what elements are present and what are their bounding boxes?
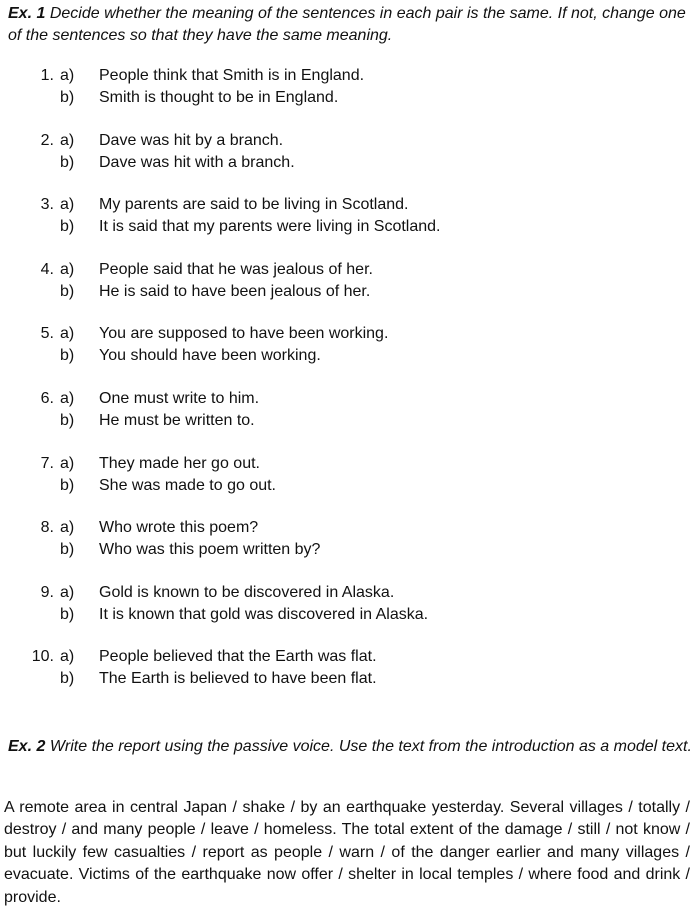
option-letter: a)	[60, 260, 75, 278]
option-letter: b)	[60, 153, 75, 171]
sentence-text: He must be written to.	[99, 411, 255, 429]
sentence-line-b	[0, 668, 699, 690]
sentence-line-b	[0, 410, 699, 432]
sentence-line-b	[0, 152, 699, 174]
item-number: 9.	[40, 583, 54, 601]
option-letter: b)	[60, 411, 75, 429]
sentence-line-b	[0, 216, 699, 238]
option-letter: b)	[60, 89, 75, 106]
item-number: 8.	[40, 519, 54, 537]
option-letter: b)	[60, 347, 75, 365]
option-letter: a)	[60, 648, 75, 666]
item-number: 7.	[40, 454, 54, 472]
option-letter: a)	[60, 519, 75, 537]
exercise-1-heading	[8, 3, 692, 47]
sentence-text: One must write to him.	[99, 389, 260, 407]
option-letter: b)	[60, 476, 75, 494]
sentence-text: Dave was hit with a branch.	[99, 153, 295, 171]
sentence-text: My parents are said to be living in Scotland.	[99, 196, 409, 214]
option-letter: a)	[60, 583, 75, 601]
sentence-text: It is said that my parents were living in Scotland.	[99, 218, 441, 236]
sentence-line-a	[0, 646, 699, 668]
sentence-line-a	[0, 323, 699, 345]
sentence-text: Who was this poem written by?	[99, 541, 321, 559]
option-letter: a)	[60, 389, 75, 407]
item-number: 3.	[40, 196, 54, 214]
sentence-line-a	[0, 194, 699, 216]
sentence-text: You are supposed to have been working.	[99, 325, 389, 343]
exercise-2-heading	[8, 736, 692, 758]
option-letter: b)	[60, 541, 75, 559]
sentence-text: It is known that gold was discovered in Alaska.	[99, 605, 429, 623]
option-letter: b)	[60, 218, 75, 236]
sentence-pairs-list	[0, 65, 699, 711]
sentence-line-b	[0, 604, 699, 626]
sentence-text: You should have been working.	[99, 347, 321, 365]
sentence-text: She was made to go out.	[99, 476, 276, 494]
sentence-text: Dave was hit by a branch.	[99, 131, 284, 149]
sentence-pair	[0, 130, 699, 195]
option-letter: a)	[60, 67, 75, 84]
sentence-text: People said that he was jealous of her.	[99, 260, 373, 278]
sentence-line-b	[0, 87, 699, 109]
report-prompt-text: A remote area in central Japan / shake / by an earthquake yesterday. Several villages / totally / destroy / and many people / leave / homeless. The total extent of the damage / still / not know / but luckily few casualties / report as people / warn / of the danger earlier and many villages / evacuate. Victims of the earthquake now offer / shelter in local temples / where food and drink / provide.	[4, 799, 690, 906]
sentence-line-a	[0, 517, 699, 539]
option-letter: b)	[60, 670, 75, 688]
item-number: 5.	[40, 325, 54, 343]
sentence-pair	[0, 194, 699, 259]
sentence-line-b	[0, 281, 699, 303]
sentence-text: Who wrote this poem?	[99, 519, 259, 537]
sentence-pair	[0, 582, 699, 647]
option-letter: b)	[60, 605, 75, 623]
sentence-line-a	[0, 582, 699, 604]
option-letter: a)	[60, 325, 75, 343]
sentence-line-a	[0, 388, 699, 410]
sentence-pair	[0, 646, 699, 711]
exercise-2-instruction: Write the report using the passive voice. Use the text from the introduction as a model text.	[49, 738, 692, 755]
sentence-line-a	[0, 259, 699, 281]
sentence-text: People think that Smith is in England.	[99, 67, 365, 84]
item-number: 4.	[40, 260, 54, 278]
sentence-line-b	[0, 539, 699, 561]
item-number: 1.	[40, 67, 54, 84]
sentence-line-a	[0, 130, 699, 152]
option-letter: a)	[60, 131, 75, 149]
exercise-1-label: Ex. 1	[8, 5, 46, 22]
item-number: 6.	[40, 389, 54, 407]
sentence-text: He is said to have been jealous of her.	[99, 282, 371, 300]
sentence-pair	[0, 65, 699, 130]
sentence-text: Gold is known to be discovered in Alaska.	[99, 583, 395, 601]
sentence-text: The Earth is believed to have been flat.	[99, 670, 377, 688]
sentence-line-b	[0, 345, 699, 367]
sentence-pair	[0, 388, 699, 453]
item-number: 2.	[40, 131, 54, 149]
option-letter: b)	[60, 282, 75, 300]
option-letter: a)	[60, 454, 75, 472]
sentence-pair	[0, 259, 699, 324]
sentence-text: People believed that the Earth was flat.	[99, 648, 377, 666]
sentence-line-b	[0, 475, 699, 497]
sentence-text: Smith is thought to be in England.	[99, 89, 339, 106]
sentence-line-a	[0, 65, 699, 87]
exercise-2-label: Ex. 2	[8, 738, 46, 755]
sentence-pair	[0, 323, 699, 388]
option-letter: a)	[60, 196, 75, 214]
exercise-1-instruction: Decide whether the meaning of the sentences in each pair is the same. If not, change one of the sentences so that they have the same meaning.	[8, 5, 686, 44]
item-number: 10.	[31, 648, 54, 666]
sentence-line-a	[0, 453, 699, 475]
sentence-pair	[0, 517, 699, 582]
sentence-pair	[0, 453, 699, 518]
sentence-text: They made her go out.	[99, 454, 260, 472]
